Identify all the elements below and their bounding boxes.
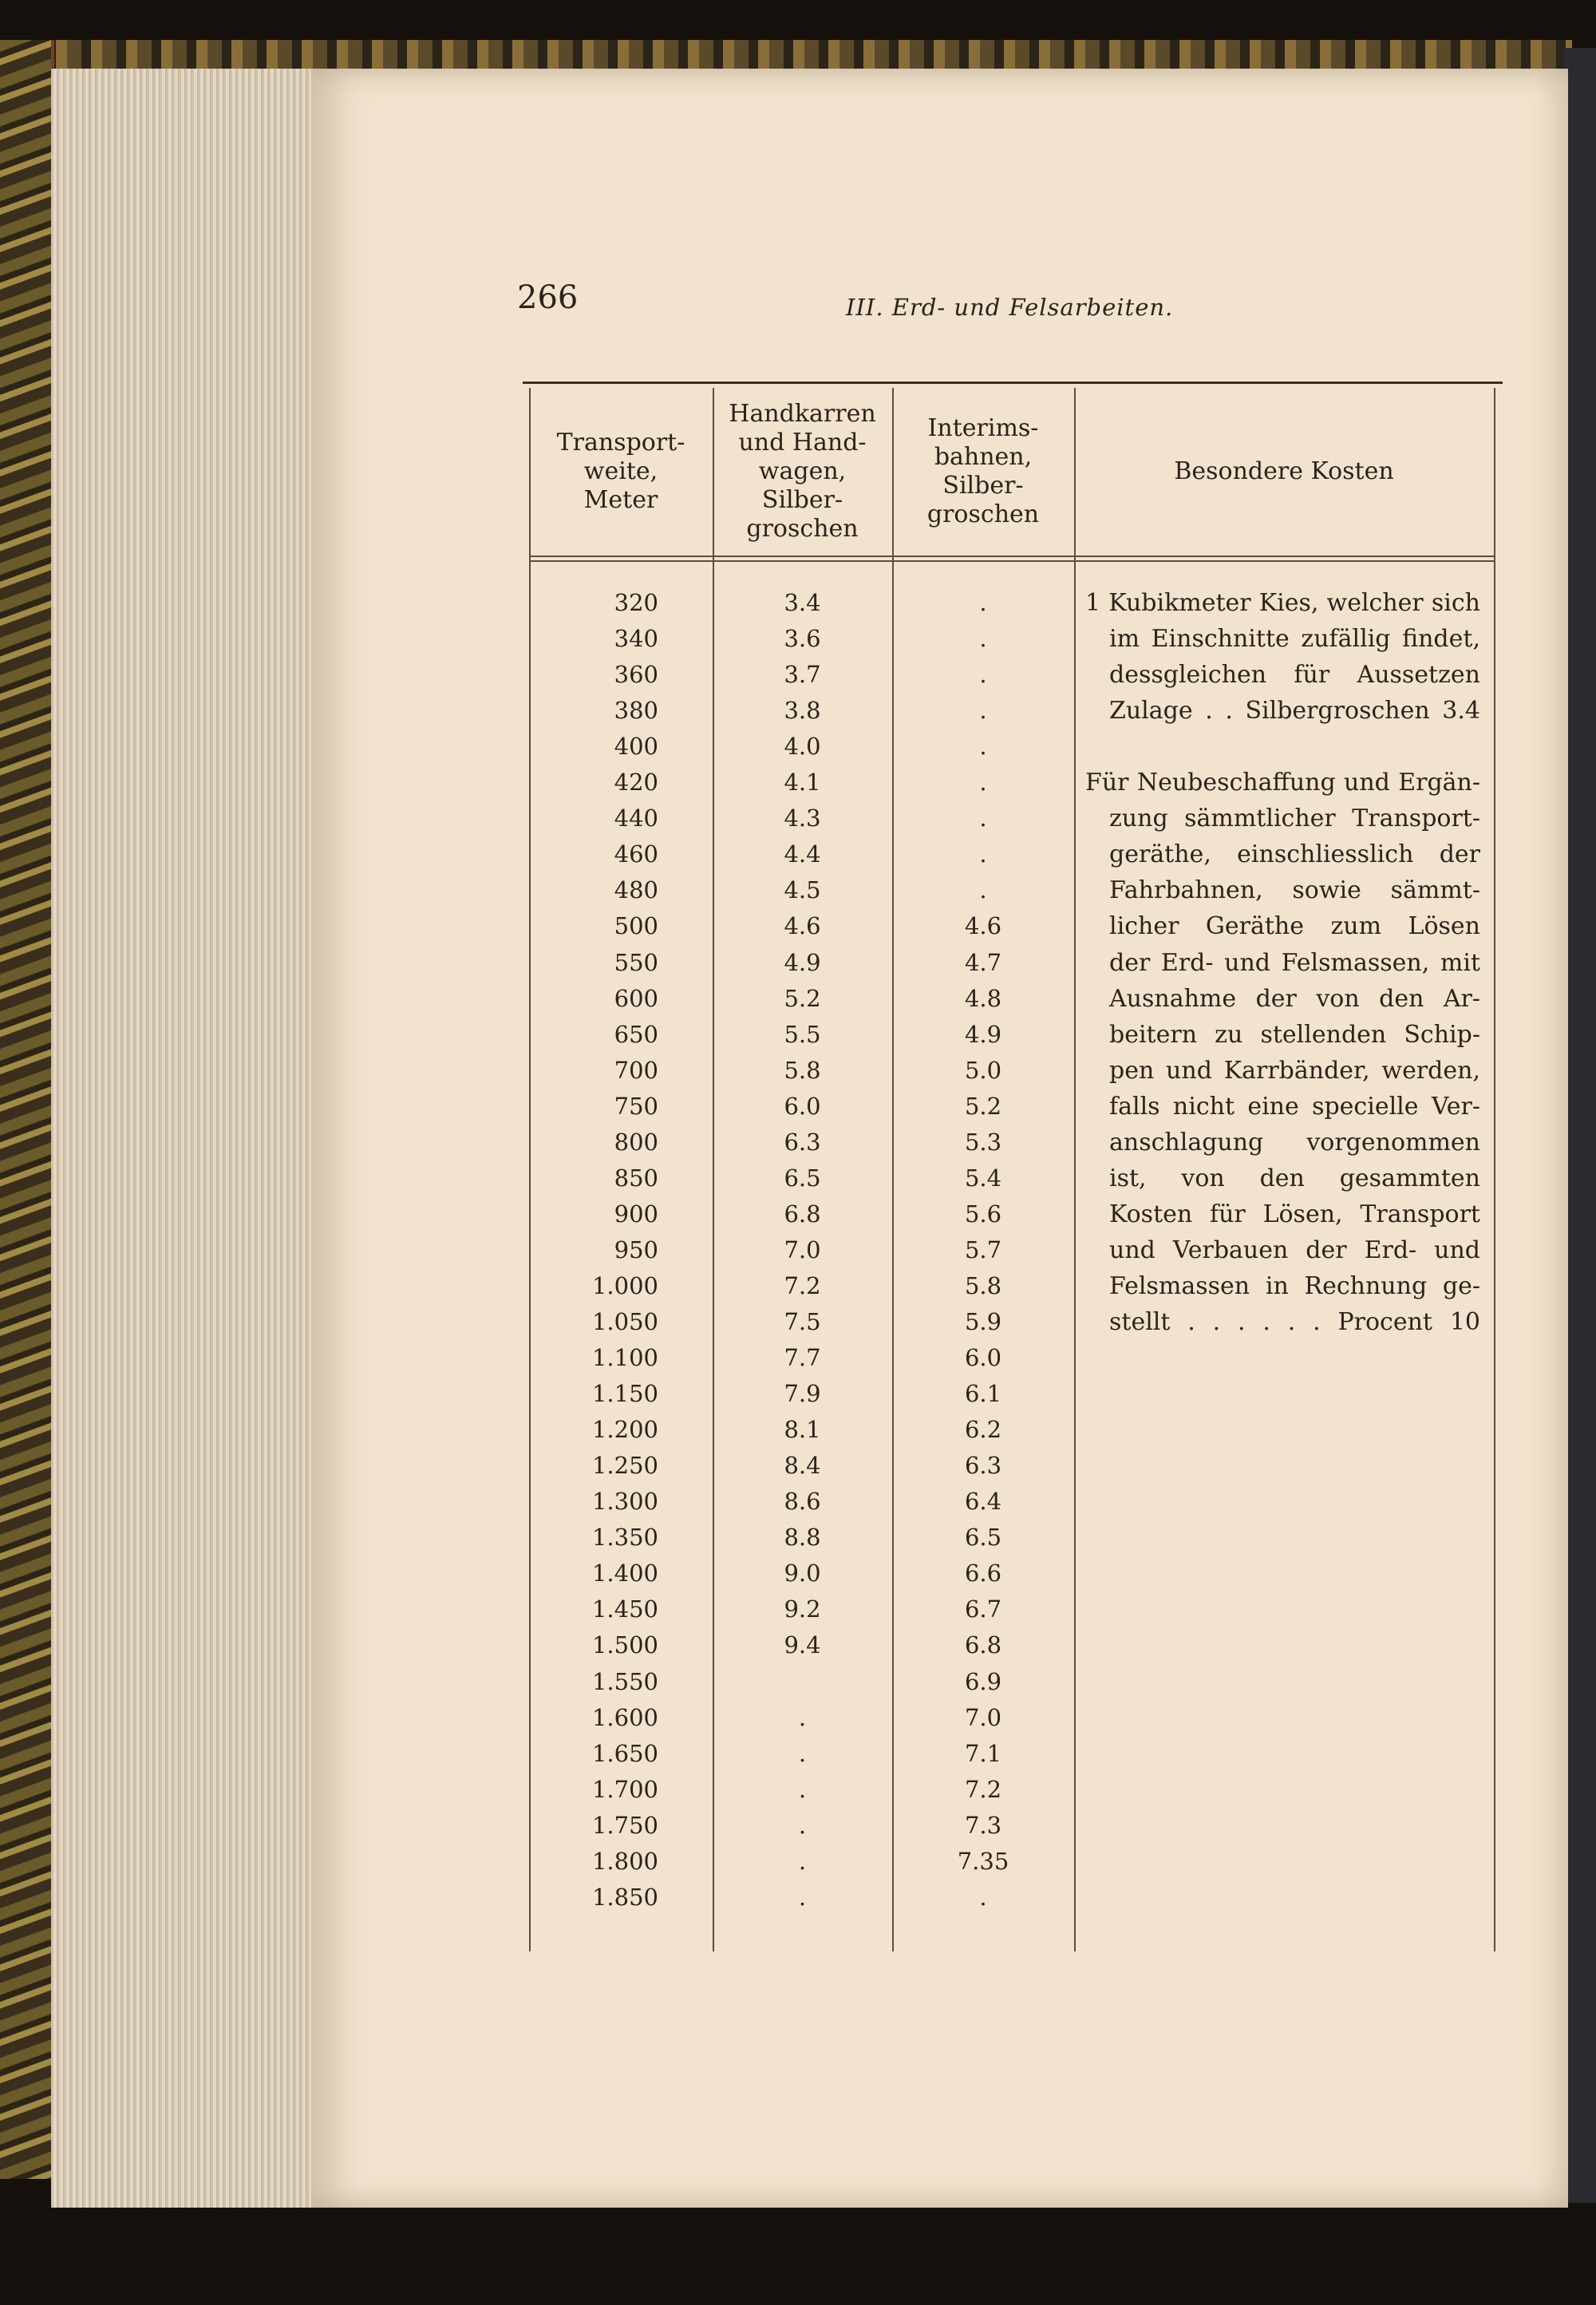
header-rule (529, 555, 1495, 557)
handkarren-cost-cell: 7.9 (784, 1380, 821, 1408)
handkarren-cost-cell: . (798, 1775, 807, 1803)
transport-distance-cell: 480 (614, 876, 658, 904)
handkarren-cost-cell: 7.0 (784, 1236, 821, 1263)
page-edges (51, 69, 314, 2208)
note-line: dessgleichen für Aussetzen (1109, 661, 1480, 690)
transport-distance-cell: 850 (614, 1164, 658, 1192)
handkarren-cost-cell: . (798, 1847, 807, 1875)
transport-distance-cell: 360 (614, 661, 658, 689)
table-top-rule (523, 382, 1503, 384)
book-cover-top (32, 40, 1572, 72)
interimsbahn-cost-cell: 5.6 (964, 1200, 1002, 1228)
handkarren-cost-cell: 8.6 (784, 1488, 821, 1516)
interimsbahn-cost-cell: 6.1 (964, 1380, 1002, 1408)
note-line: ist, von den gesammten (1109, 1164, 1480, 1192)
interimsbahn-cost-cell: . (979, 589, 987, 616)
transport-distance-cell: 1.000 (591, 1271, 658, 1299)
handkarren-cost-cell: . (798, 1739, 807, 1767)
interimsbahn-cost-cell: 4.9 (964, 1020, 1002, 1048)
note-line: geräthe, einschliesslich der (1109, 840, 1480, 869)
transport-distance-cell: 400 (614, 733, 658, 761)
transport-distance-cell: 1.650 (591, 1739, 658, 1767)
interimsbahn-cost-cell: 6.0 (964, 1344, 1002, 1372)
note-line: 1 Kubikmeter Kies, welcher sich (1085, 589, 1480, 617)
handkarren-cost-cell: 4.3 (784, 805, 821, 832)
column-header: Interims- bahnen, Silber- groschen (926, 413, 1040, 528)
transport-distance-cell: 600 (614, 984, 658, 1012)
transport-distance-cell: 650 (614, 1020, 658, 1048)
handkarren-cost-cell: 6.0 (784, 1092, 821, 1120)
transport-distance-cell: 1.050 (591, 1308, 658, 1335)
column-header: Handkarren und Hand- wagen, Silber- groschen (729, 399, 876, 543)
note-line: Fahrbahnen, sowie sämmt- (1109, 876, 1480, 905)
transport-distance-cell: 1.200 (591, 1416, 658, 1444)
interimsbahn-cost-cell: . (979, 697, 987, 725)
transport-distance-cell: 950 (614, 1236, 658, 1263)
handkarren-cost-cell: 4.5 (784, 876, 821, 904)
note-line: beitern zu stellenden Schip- (1109, 1020, 1480, 1049)
handkarren-cost-cell: 6.5 (784, 1164, 821, 1192)
note-line: Für Neubeschaffung und Ergän- (1085, 769, 1480, 797)
running-head: III. Erd- und Felsarbeiten. (846, 294, 1174, 321)
interimsbahn-cost-cell: 6.2 (964, 1416, 1002, 1444)
transport-distance-cell: 420 (614, 769, 658, 797)
handkarren-cost-cell: 3.7 (784, 661, 821, 689)
transport-distance-cell: 700 (614, 1056, 658, 1084)
handkarren-cost-cell: 4.6 (784, 912, 821, 940)
transport-distance-cell: 1.600 (591, 1703, 658, 1731)
column-header: Besondere Kosten (1174, 457, 1394, 485)
note-line: licher Geräthe zum Lösen (1109, 912, 1480, 941)
interimsbahn-cost-cell: 5.8 (964, 1271, 1002, 1299)
note-line: falls nicht eine specielle Ver- (1109, 1092, 1480, 1121)
handkarren-cost-cell: 8.8 (784, 1524, 821, 1552)
interimsbahn-cost-cell: 6.3 (964, 1452, 1002, 1480)
interimsbahn-cost-cell: . (979, 876, 987, 904)
transport-distance-cell: 1.150 (591, 1380, 658, 1408)
transport-distance-cell: 340 (614, 625, 658, 653)
transport-distance-cell: 320 (614, 589, 658, 616)
handkarren-cost-cell: 5.2 (784, 984, 821, 1012)
interimsbahn-cost-cell: 7.3 (964, 1811, 1002, 1839)
handkarren-cost-cell: 6.8 (784, 1200, 821, 1228)
transport-distance-cell: 1.700 (591, 1775, 658, 1803)
column-header: Transport- weite, Meter (556, 428, 685, 514)
interimsbahn-cost-cell: 6.5 (964, 1524, 1002, 1552)
interimsbahn-cost-cell: 5.7 (964, 1236, 1002, 1263)
transport-distance-cell: 1.350 (591, 1524, 658, 1552)
interimsbahn-cost-cell: . (979, 625, 987, 653)
note-line: Kosten für Lösen, Transport (1109, 1200, 1480, 1228)
interimsbahn-cost-cell: . (979, 769, 987, 797)
transport-distance-cell: 460 (614, 840, 658, 868)
interimsbahn-cost-cell: 6.9 (964, 1667, 1002, 1695)
handkarren-cost-cell: 9.4 (784, 1631, 821, 1659)
handkarren-cost-cell: 3.8 (784, 697, 821, 725)
handkarren-cost-cell: 7.5 (784, 1308, 821, 1335)
handkarren-cost-cell: 7.2 (784, 1271, 821, 1299)
handkarren-cost-cell: 4.9 (784, 948, 821, 976)
transport-distance-cell: 750 (614, 1092, 658, 1120)
transport-distance-cell: 900 (614, 1200, 658, 1228)
transport-distance-cell: 440 (614, 805, 658, 832)
note-line: zung sämmtlicher Transport- (1109, 805, 1480, 833)
handkarren-cost-cell: 3.4 (784, 589, 821, 616)
book-cover-right (1564, 48, 1596, 2203)
handkarren-cost-cell: . (798, 1883, 807, 1911)
interimsbahn-cost-cell: 6.7 (964, 1595, 1002, 1623)
interimsbahn-cost-cell: . (979, 661, 987, 689)
interimsbahn-cost-cell: . (979, 805, 987, 832)
handkarren-cost-cell: 4.1 (784, 769, 821, 797)
note-line: anschlagung vorgenommen (1109, 1128, 1480, 1156)
interimsbahn-cost-cell: 7.0 (964, 1703, 1002, 1731)
interimsbahn-cost-cell: 7.2 (964, 1775, 1002, 1803)
interimsbahn-cost-cell: 7.35 (957, 1847, 1009, 1875)
interimsbahn-cost-cell: 5.2 (964, 1092, 1002, 1120)
interimsbahn-cost-cell: 4.7 (964, 948, 1002, 976)
handkarren-cost-cell: . (798, 1703, 807, 1731)
handkarren-cost-cell: . (798, 1811, 807, 1839)
handkarren-cost-cell: 9.2 (784, 1595, 821, 1623)
transport-distance-cell: 1.450 (591, 1595, 658, 1623)
note-line: stellt . . . . . . Procent 10 (1109, 1308, 1480, 1336)
handkarren-cost-cell: 5.8 (784, 1056, 821, 1084)
column-divider (1494, 388, 1495, 1951)
transport-distance-cell: 380 (614, 697, 658, 725)
column-divider (1074, 388, 1076, 1951)
interimsbahn-cost-cell: . (979, 733, 987, 761)
transport-distance-cell: 1.300 (591, 1488, 658, 1516)
marbled-cover-edge (0, 40, 54, 2179)
interimsbahn-cost-cell: . (979, 1883, 987, 1911)
header-rule (529, 560, 1495, 562)
interimsbahn-cost-cell: 4.8 (964, 984, 1002, 1012)
transport-distance-cell: 1.500 (591, 1631, 658, 1659)
interimsbahn-cost-cell: 7.1 (964, 1739, 1002, 1767)
transport-distance-cell: 1.750 (591, 1811, 658, 1839)
handkarren-cost-cell: 7.7 (784, 1344, 821, 1372)
handkarren-cost-cell: 5.5 (784, 1020, 821, 1048)
interimsbahn-cost-cell: 5.0 (964, 1056, 1002, 1084)
transport-distance-cell: 1.850 (591, 1883, 658, 1911)
handkarren-cost-cell: 8.4 (784, 1452, 821, 1480)
transport-distance-cell: 1.400 (591, 1560, 658, 1587)
page-number: 266 (517, 279, 579, 316)
handkarren-cost-cell: 8.1 (784, 1416, 821, 1444)
interimsbahn-cost-cell: 5.3 (964, 1128, 1002, 1156)
handkarren-cost-cell: 4.4 (784, 840, 821, 868)
interimsbahn-cost-cell: 6.4 (964, 1488, 1002, 1516)
transport-distance-cell: 1.250 (591, 1452, 658, 1480)
interimsbahn-cost-cell: 6.8 (964, 1631, 1002, 1659)
transport-distance-cell: 1.550 (591, 1667, 658, 1695)
note-line: im Einschnitte zufällig findet, (1109, 625, 1480, 654)
handkarren-cost-cell (713, 1664, 892, 1700)
interimsbahn-cost-cell: 4.6 (964, 912, 1002, 940)
interimsbahn-cost-cell: . (979, 840, 987, 868)
note-line: und Verbauen der Erd- und (1109, 1236, 1480, 1264)
interimsbahn-cost-cell: 6.6 (964, 1560, 1002, 1587)
handkarren-cost-cell: 6.3 (784, 1128, 821, 1156)
note-line: Felsmassen in Rechnung ge- (1109, 1271, 1480, 1300)
interimsbahn-cost-cell: 5.9 (964, 1308, 1002, 1335)
transport-distance-cell: 500 (614, 912, 658, 940)
note-line: pen und Karrbänder, werden, (1109, 1056, 1480, 1085)
note-line: der Erd- und Felsmassen, mit (1109, 948, 1480, 977)
handkarren-cost-cell: 3.6 (784, 625, 821, 653)
transport-distance-cell: 1.800 (591, 1847, 658, 1875)
transport-distance-cell: 800 (614, 1128, 658, 1156)
note-line: Ausnahme der von den Ar- (1109, 984, 1480, 1013)
transport-distance-cell: 1.100 (591, 1344, 658, 1372)
note-line: Zulage . . Silbergroschen 3.4 (1109, 697, 1480, 726)
interimsbahn-cost-cell: 5.4 (964, 1164, 1002, 1192)
transport-distance-cell: 550 (614, 948, 658, 976)
handkarren-cost-cell: 4.0 (784, 733, 821, 761)
handkarren-cost-cell: 9.0 (784, 1560, 821, 1587)
